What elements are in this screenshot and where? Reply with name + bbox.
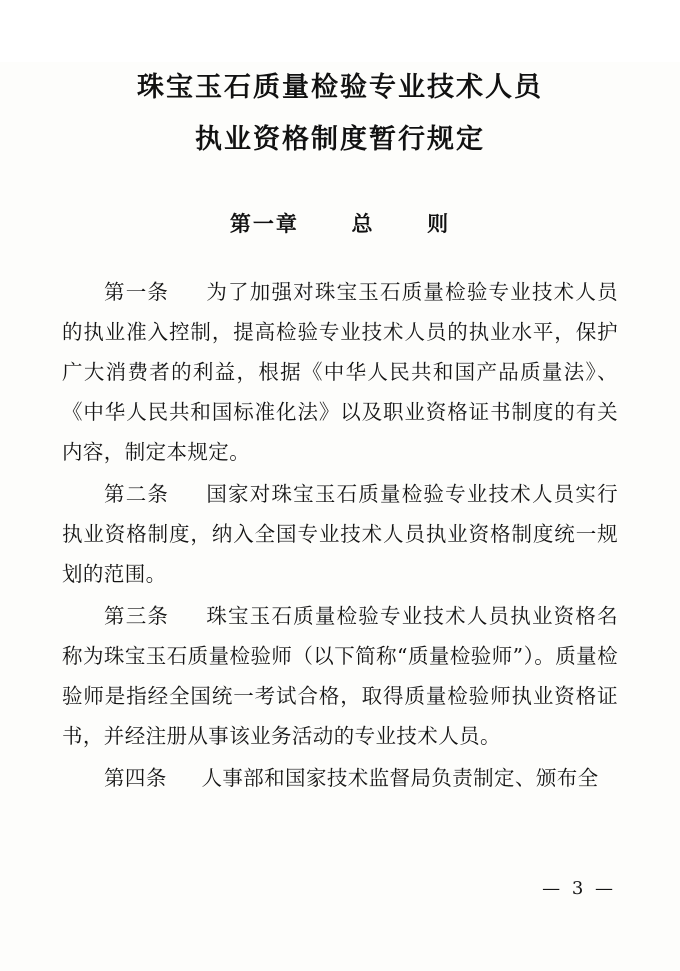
article-paragraph <box>62 596 618 756</box>
chapter-heading <box>0 208 680 238</box>
article-label: 第三条 <box>104 604 170 628</box>
article-label: 第一条 <box>104 280 170 304</box>
article-text: 国家对珠宝玉石质量检验专业技术人员实行执业资格制度，纳入全国专业技术人员执业资格制度统一规划的范围。 <box>62 482 619 586</box>
chapter-name-tail: 则 <box>427 211 451 236</box>
title-line-2: 执业资格制度暂行规定 <box>195 124 485 155</box>
document-body <box>62 272 618 798</box>
article-label: 第四条 <box>104 766 167 790</box>
article-text: 珠宝玉石质量检验专业技术人员执业资格名称为珠宝玉石质量检验师（以下简称“质量检验师”）。质量检验师是指经全国统一考试合格，取得质量检验师执业资格证书，并经注册从事该业务活动的专业技术人员。 <box>62 604 619 748</box>
article-paragraph <box>62 272 618 472</box>
document-title <box>0 62 680 166</box>
article-text: 人事部和国家技术监督局负责制定、颁布全 <box>201 766 599 790</box>
chapter-name: 总 <box>351 211 375 236</box>
article-paragraph <box>62 758 618 798</box>
article-paragraph <box>62 474 618 594</box>
article-label: 第二条 <box>104 482 170 506</box>
title-line-1: 珠宝玉石质量检验专业技术人员 <box>137 72 543 103</box>
chapter-number: 第一章 <box>229 211 299 236</box>
document-page <box>0 62 680 971</box>
page-number: — 3 — <box>542 878 616 899</box>
article-text: 为了加强对珠宝玉石质量检验专业技术人员的执业准入控制，提高检验专业技术人员的执业水平，保护广大消费者的利益，根据《中华人民共和国产品质量法》、《中华人民共和国标准化法》以及职业资格证书制度的有关内容，制定本规定。 <box>62 280 619 464</box>
